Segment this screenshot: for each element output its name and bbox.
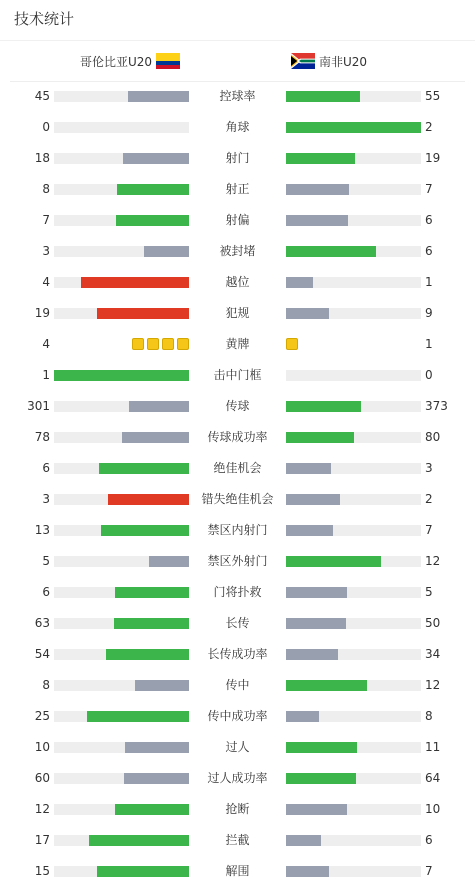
home-stat-bar [54, 401, 189, 412]
stat-label: 长传成功率 [207, 647, 268, 661]
home-stat-bar-fill [97, 308, 189, 319]
away-stat-value: 12 [425, 554, 441, 568]
stat-label: 传球成功率 [207, 430, 268, 444]
home-stat-bar-fill [124, 773, 189, 784]
home-stat-value: 3 [42, 492, 50, 506]
away-stat-bar [286, 742, 421, 753]
away-stat-bar [286, 680, 421, 691]
away-stat-bar [286, 215, 421, 226]
away-stat-bar-fill [286, 680, 367, 691]
home-stat-bar-fill [101, 525, 189, 536]
stat-label: 击中门框 [213, 368, 262, 382]
away-stat-value: 80 [425, 430, 441, 444]
home-stat-value: 15 [34, 864, 50, 878]
home-stat-bar [54, 804, 189, 815]
home-stat-bar [54, 618, 189, 629]
stat-row [0, 391, 475, 422]
yellow-card-icon [286, 338, 298, 350]
away-stat-bar-fill [286, 525, 333, 536]
away-stat-bar-fill [286, 711, 319, 722]
home-stat-bar [54, 587, 189, 598]
away-stat-bar [286, 494, 421, 505]
away-stat-bar [286, 835, 421, 846]
away-stat-bar [286, 463, 421, 474]
home-stat-bar-fill [114, 618, 189, 629]
home-stat-value: 5 [42, 554, 50, 568]
away-stat-value: 2 [425, 120, 433, 134]
yellow-card-icon [147, 338, 159, 350]
stat-label: 传球 [225, 399, 250, 413]
home-stat-bar [54, 494, 189, 505]
away-stat-bar-fill [286, 432, 354, 443]
home-stat-value: 4 [42, 337, 50, 351]
stat-label: 过人 [225, 740, 250, 754]
away-stat-value: 7 [425, 182, 433, 196]
away-stat-bar-fill [286, 463, 331, 474]
stat-row [0, 484, 475, 515]
stat-row [0, 825, 475, 856]
stat-row [0, 453, 475, 484]
away-stat-value: 7 [425, 864, 433, 878]
away-stat-value: 8 [425, 709, 433, 723]
stat-row [0, 174, 475, 205]
stat-row [0, 608, 475, 639]
home-stat-bar [54, 835, 189, 846]
away-stat-bar [286, 401, 421, 412]
home-stat-bar [54, 649, 189, 660]
away-stat-value: 6 [425, 213, 433, 227]
away-stat-bar-fill [286, 494, 340, 505]
away-stat-bar [286, 184, 421, 195]
yellow-card-icon [132, 338, 144, 350]
home-stat-bar-fill [108, 494, 189, 505]
away-stat-value: 6 [425, 244, 433, 258]
away-stat-bar-fill [286, 804, 347, 815]
away-stat-bar-fill [286, 773, 356, 784]
home-stat-value: 8 [42, 678, 50, 692]
stat-row [0, 360, 475, 391]
stat-label: 射门 [225, 151, 250, 165]
away-stat-bar [286, 91, 421, 102]
home-stat-bar [54, 525, 189, 536]
away-stat-bar-fill [286, 556, 381, 567]
home-stat-bar-fill [115, 587, 189, 598]
stat-label: 控球率 [219, 89, 256, 103]
home-stat-bar [54, 463, 189, 474]
away-stat-bar [286, 308, 421, 319]
home-stat-bar [54, 556, 189, 567]
away-stat-value: 12 [425, 678, 441, 692]
home-stat-bar-fill [89, 835, 189, 846]
stat-label: 被封堵 [219, 244, 256, 258]
home-stat-value: 301 [27, 399, 50, 413]
away-stat-value: 55 [425, 89, 441, 103]
stat-label: 禁区内射门 [207, 523, 268, 537]
home-stat-value: 6 [42, 461, 50, 475]
home-stat-value: 0 [42, 120, 50, 134]
stat-label: 解围 [225, 864, 250, 878]
stat-row [0, 205, 475, 236]
home-stat-bar-fill [54, 370, 189, 381]
stat-row [0, 763, 475, 794]
home-stat-bar-fill [129, 401, 189, 412]
home-stat-value: 6 [42, 585, 50, 599]
stat-label: 犯规 [225, 306, 250, 320]
home-stat-bar [54, 711, 189, 722]
away-stat-value: 3 [425, 461, 433, 475]
away-stat-bar-fill [286, 122, 421, 133]
home-stat-value: 3 [42, 244, 50, 258]
home-stat-value: 4 [42, 275, 50, 289]
home-stat-bar [54, 370, 189, 381]
away-stat-bar-fill [286, 618, 346, 629]
stat-label: 抢断 [225, 802, 250, 816]
home-stat-value: 8 [42, 182, 50, 196]
home-stat-bar [54, 432, 189, 443]
stat-label: 拦截 [225, 833, 250, 847]
stat-row [0, 112, 475, 143]
stat-row [0, 670, 475, 701]
page-title: 技术统计 [14, 10, 75, 28]
stat-label: 门将扑救 [213, 585, 262, 599]
away-team-name: 南非U20 [319, 54, 368, 69]
home-stat-value: 13 [34, 523, 50, 537]
team-header [10, 41, 465, 82]
away-stat-bar-fill [286, 649, 338, 660]
home-stat-bar-fill [144, 246, 189, 257]
away-stat-bar [286, 122, 421, 133]
away-stat-value: 64 [425, 771, 441, 785]
home-stat-value: 60 [34, 771, 50, 785]
home-stat-value: 17 [34, 833, 50, 847]
away-stat-value: 34 [425, 647, 441, 661]
away-stat-bar-fill [286, 401, 361, 412]
home-stat-bar-fill [125, 742, 189, 753]
stat-row [0, 236, 475, 267]
away-stat-value: 10 [425, 802, 441, 816]
home-stat-value: 25 [34, 709, 50, 723]
home-stat-bar-fill [122, 432, 189, 443]
home-stat-bar [54, 215, 189, 226]
stat-label: 射偏 [225, 213, 250, 227]
away-stat-bar [286, 711, 421, 722]
away-stat-bar [286, 525, 421, 536]
stat-label: 黄牌 [225, 337, 250, 351]
away-stat-bar [286, 649, 421, 660]
home-team-name: 哥伦比亚U20 [79, 54, 152, 69]
stat-row [0, 143, 475, 174]
home-stat-value: 63 [34, 616, 50, 630]
stat-row [0, 267, 475, 298]
home-stat-bar [54, 246, 189, 257]
away-stat-bar [286, 773, 421, 784]
away-stat-value: 19 [425, 151, 441, 165]
away-stat-bar-fill [286, 742, 357, 753]
away-yellow-cards [286, 338, 298, 351]
stat-row [0, 546, 475, 577]
away-stat-bar [286, 618, 421, 629]
home-stat-bar-fill [106, 649, 189, 660]
stat-label: 传中成功率 [207, 709, 268, 723]
stat-row [0, 701, 475, 732]
away-stat-bar [286, 153, 421, 164]
away-stat-bar-fill [286, 246, 376, 257]
stat-label: 越位 [225, 275, 250, 289]
away-stat-bar-fill [286, 835, 321, 846]
stat-row [0, 732, 475, 763]
stats-list [0, 81, 475, 887]
stat-row [0, 298, 475, 329]
away-stat-value: 0 [425, 368, 433, 382]
home-stat-bar [54, 184, 189, 195]
home-stat-bar-fill [99, 463, 189, 474]
stat-row [0, 422, 475, 453]
home-stat-bar [54, 866, 189, 877]
away-stat-bar-fill [286, 866, 329, 877]
home-stat-value: 12 [34, 802, 50, 816]
colombia-flag-icon [156, 53, 180, 69]
away-stat-bar [286, 246, 421, 257]
home-stat-bar-fill [135, 680, 189, 691]
stat-label: 过人成功率 [207, 771, 268, 785]
home-stat-bar [54, 91, 189, 102]
home-stat-bar [54, 153, 189, 164]
away-stat-bar [286, 370, 421, 381]
home-team[interactable] [80, 41, 180, 81]
away-stat-value: 11 [425, 740, 441, 754]
home-stat-bar [54, 773, 189, 784]
away-stat-bar [286, 804, 421, 815]
away-stat-bar [286, 556, 421, 567]
stat-label: 角球 [225, 120, 250, 134]
away-stat-value: 1 [425, 337, 433, 351]
away-stat-bar-fill [286, 91, 360, 102]
home-stat-value: 19 [34, 306, 50, 320]
away-stat-bar-fill [286, 308, 329, 319]
home-stat-bar-fill [115, 804, 189, 815]
away-stat-value: 6 [425, 833, 433, 847]
stat-label: 错失绝佳机会 [201, 492, 274, 506]
home-stat-bar-fill [123, 153, 189, 164]
away-stat-bar-fill [286, 587, 347, 598]
stat-row [0, 515, 475, 546]
stat-label: 传中 [225, 678, 250, 692]
stat-label: 射正 [225, 182, 250, 196]
stat-label: 禁区外射门 [207, 554, 268, 568]
home-stat-value: 18 [34, 151, 50, 165]
stat-row [0, 81, 475, 112]
home-stat-value: 45 [34, 89, 50, 103]
away-stat-bar [286, 432, 421, 443]
home-stat-bar-fill [87, 711, 189, 722]
home-stat-value: 10 [34, 740, 50, 754]
away-stat-bar [286, 866, 421, 877]
yellow-card-icon [162, 338, 174, 350]
stat-label: 长传 [225, 616, 250, 630]
away-stat-value: 373 [425, 399, 448, 413]
home-stat-value: 54 [34, 647, 50, 661]
home-stat-value: 78 [34, 430, 50, 444]
home-stat-bar [54, 308, 189, 319]
away-stat-bar-fill [286, 277, 313, 288]
yellow-card-icon [177, 338, 189, 350]
away-stat-value: 5 [425, 585, 433, 599]
stat-row [0, 329, 475, 360]
away-stat-bar-fill [286, 153, 355, 164]
home-stat-bar [54, 122, 189, 133]
home-stat-value: 1 [42, 368, 50, 382]
away-stat-value: 2 [425, 492, 433, 506]
home-stat-bar [54, 277, 189, 288]
home-stat-bar-fill [116, 215, 189, 226]
away-stat-bar-fill [286, 215, 348, 226]
south-africa-flag-icon [291, 53, 315, 69]
stat-row [0, 794, 475, 825]
away-stat-bar [286, 587, 421, 598]
away-stat-value: 9 [425, 306, 433, 320]
home-yellow-cards [132, 338, 189, 351]
home-stat-bar-fill [81, 277, 189, 288]
away-stat-value: 1 [425, 275, 433, 289]
home-stat-bar-fill [117, 184, 189, 195]
stat-row [0, 639, 475, 670]
home-stat-value: 7 [42, 213, 50, 227]
away-stat-value: 50 [425, 616, 441, 630]
stat-label: 绝佳机会 [213, 461, 262, 475]
home-stat-bar-fill [128, 91, 189, 102]
away-team[interactable] [291, 41, 367, 81]
home-stat-bar-fill [97, 866, 189, 877]
home-stat-bar-fill [149, 556, 189, 567]
stat-row [0, 856, 475, 887]
away-stat-bar [286, 277, 421, 288]
home-stat-bar [54, 680, 189, 691]
home-stat-bar [54, 742, 189, 753]
away-stat-value: 7 [425, 523, 433, 537]
stat-row [0, 577, 475, 608]
away-stat-bar-fill [286, 184, 349, 195]
